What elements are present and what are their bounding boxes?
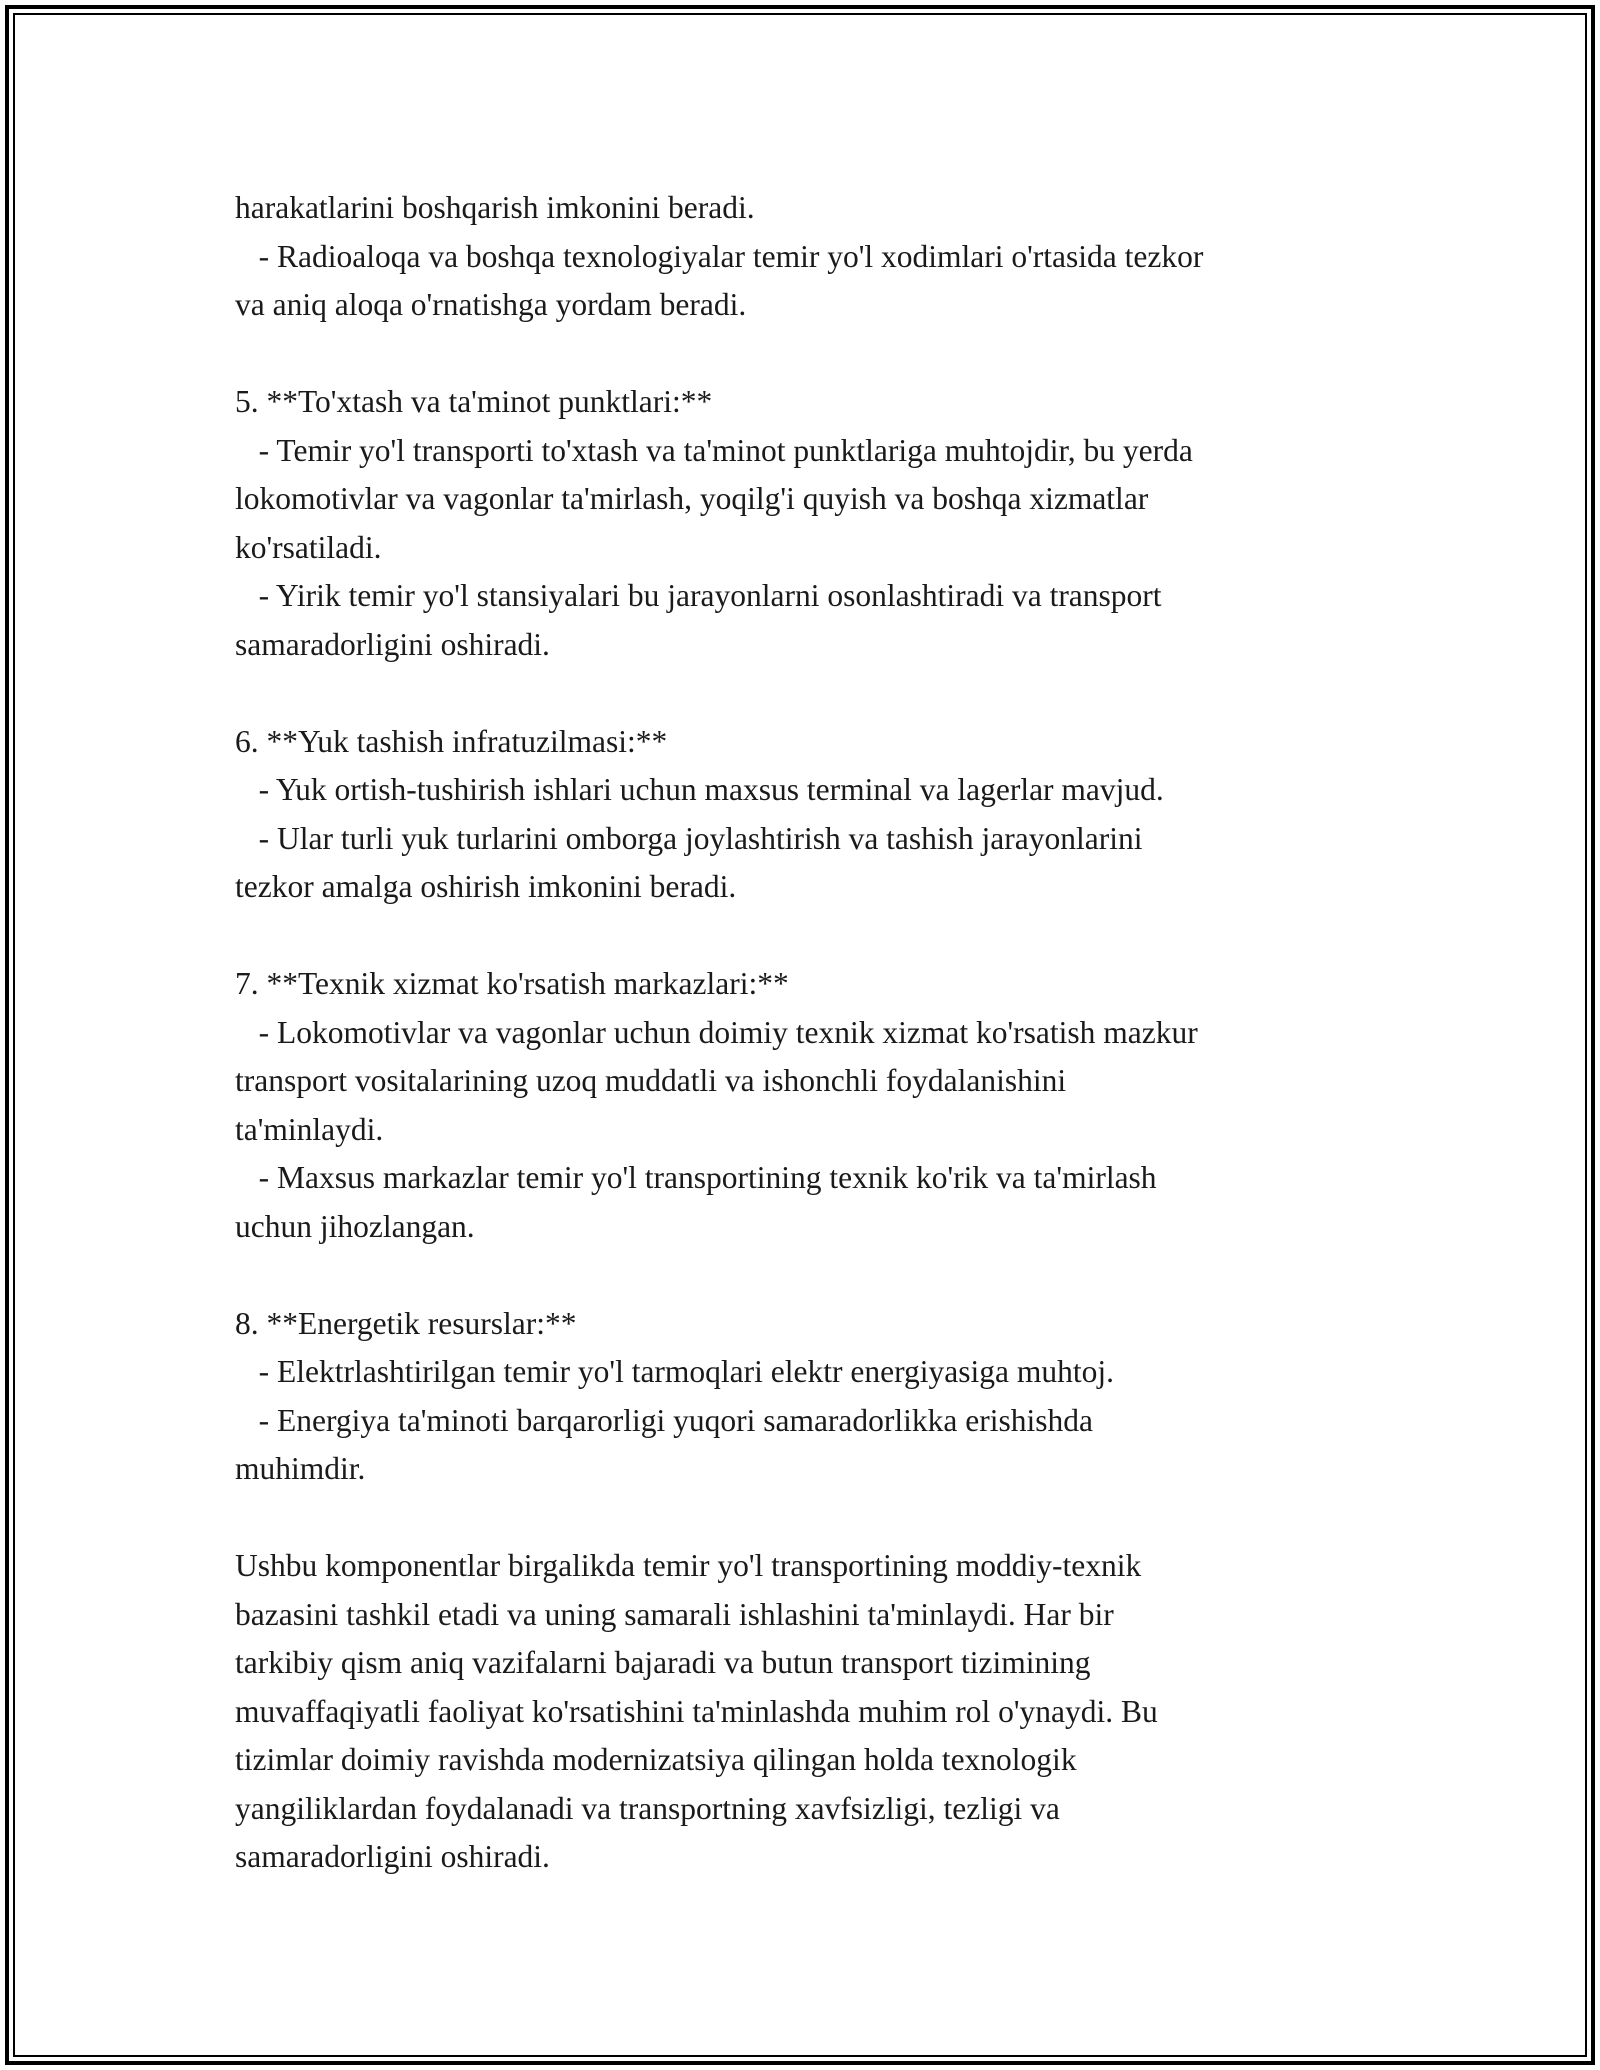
text-line: tizimlar doimiy ravishda modernizatsiya qilingan holda texnologik (235, 1742, 1077, 1777)
text-line: harakatlarini boshqarish imkonini beradi. (235, 190, 755, 225)
paragraph-gap (235, 1494, 1415, 1543)
section-heading: 8. **Energetik resurslar:** (235, 1305, 577, 1341)
paragraph-gap (235, 1251, 1415, 1300)
section-heading: 6. **Yuk tashish infratuzilmasi:** (235, 723, 668, 759)
section-energy-resources (235, 1300, 1415, 1494)
text-line: Ushbu komponentlar birgalikda temir yo'l transportining moddiy-texnik (235, 1548, 1142, 1583)
text-line: yangiliklardan foydalanadi va transportning xavfsizligi, tezligi va (235, 1790, 1060, 1826)
intro-paragraph (235, 184, 1415, 330)
paragraph-gap (235, 330, 1415, 379)
text-line: uchun jihozlangan. (235, 1208, 475, 1244)
text-line: - Yuk ortish-tushirish ishlari uchun maxsus terminal va lagerlar mavjud. (235, 772, 1164, 807)
text-line: - Radioaloqa va boshqa texnologiyalar temir yo'l xodimlari o'rtasida tezkor (235, 238, 1204, 274)
text-line: ko'rsatiladi. (235, 529, 382, 565)
text-line: - Ular turli yuk turlarini omborga joylashtirish va tashish jarayonlarini (235, 820, 1143, 856)
text-line: ta'minlaydi. (235, 1111, 384, 1147)
text-line: muhimdir. (235, 1451, 366, 1486)
text-line: - Elektrlashtirilgan temir yo'l tarmoqlari elektr energiyasiga muhtoj. (235, 1354, 1114, 1389)
text-line: samaradorligini oshiradi. (235, 1839, 550, 1874)
conclusion-paragraph (235, 1542, 1415, 1882)
text-line: tarkibiy qism aniq vazifalarni bajaradi va butun transport tizimining (235, 1645, 1091, 1680)
text-line: - Temir yo'l transporti to'xtash va ta'minot punktlariga muhtojdir, bu yerda (235, 432, 1193, 468)
section-technical-service-centers (235, 960, 1415, 1251)
text-line: - Energiya ta'minoti barqarorligi yuqori samaradorlikka erishishda (235, 1402, 1093, 1438)
text-line: lokomotivlar va vagonlar ta'mirlash, yoqilg'i quyish va boshqa xizmatlar (235, 481, 1149, 516)
text-line: tezkor amalga oshirish imkonini beradi. (235, 869, 737, 904)
section-heading: 7. **Texnik xizmat ko'rsatish markazlari:** (235, 966, 789, 1001)
text-line: - Yirik temir yo'l stansiyalari bu jarayonlarni osonlashtiradi va transport (235, 578, 1162, 613)
text-line: - Maxsus markazlar temir yo'l transportining texnik ko'rik va ta'mirlash (235, 1160, 1157, 1195)
text-line: - Lokomotivlar va vagonlar uchun doimiy texnik xizmat ko'rsatish mazkur (235, 1014, 1198, 1050)
text-line: va aniq aloqa o'rnatishga yordam beradi. (235, 287, 747, 322)
text-line: transport vositalarining uzoq muddatli va ishonchli foydalanishini (235, 1063, 1067, 1098)
text-line: bazasini tashkil etadi va uning samarali ishlashini ta'minlaydi. Har bir (235, 1596, 1114, 1632)
text-line: muvaffaqiyatli faoliyat ko'rsatishini ta'minlashda muhim rol o'ynaydi. Bu (235, 1693, 1158, 1729)
text-line: samaradorligini oshiradi. (235, 626, 550, 662)
paragraph-gap (235, 669, 1415, 718)
section-freight-infrastructure (235, 718, 1415, 912)
document-body (235, 184, 1415, 1882)
paragraph-gap (235, 912, 1415, 961)
section-heading: 5. **To'xtash va ta'minot punktlari:** (235, 384, 713, 419)
section-stopping-supply-points (235, 378, 1415, 669)
